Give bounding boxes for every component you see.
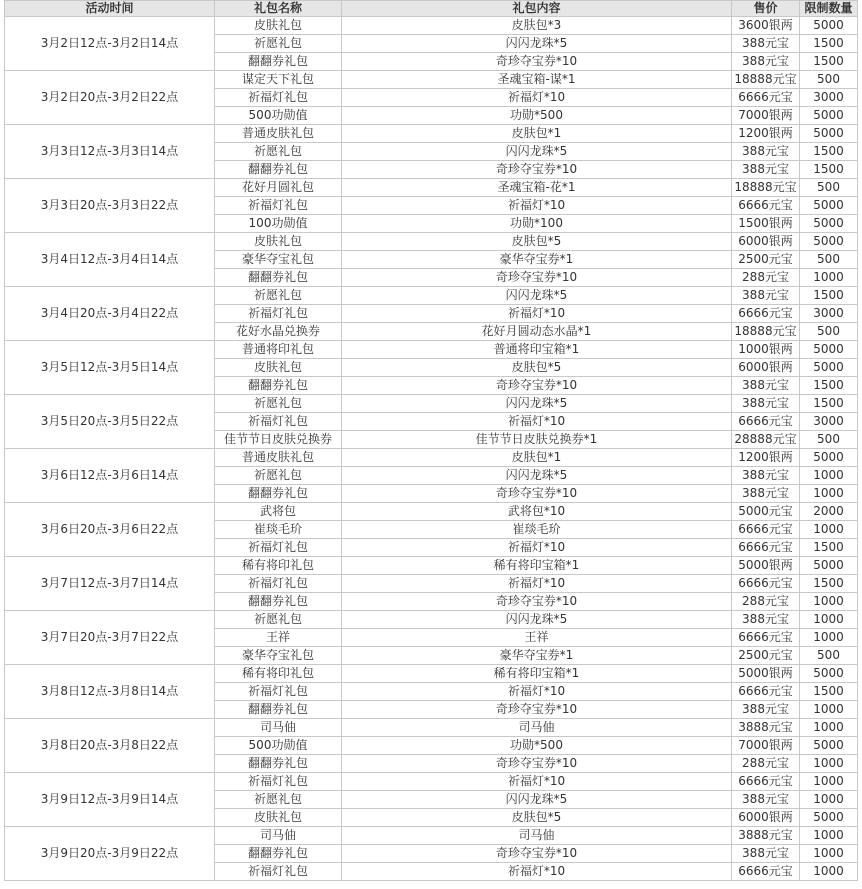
pack-price-cell: 2500元宝: [732, 647, 800, 665]
pack-limit-cell: 500: [800, 323, 858, 341]
pack-name-cell: 翻翻券礼包: [215, 593, 342, 611]
pack-content-cell: 祈福灯*10: [342, 773, 732, 791]
pack-content-cell: 奇珍夺宝券*10: [342, 377, 732, 395]
pack-limit-cell: 5000: [800, 233, 858, 251]
pack-limit-cell: 5000: [800, 215, 858, 233]
pack-name-cell: 100功勋值: [215, 215, 342, 233]
pack-content-cell: 祈福灯*10: [342, 575, 732, 593]
pack-content-cell: 祈福灯*10: [342, 305, 732, 323]
pack-content-cell: 功勋*100: [342, 215, 732, 233]
table-row: [5, 71, 858, 89]
event-time-cell: 3月4日20点-3月4日22点: [5, 287, 215, 341]
pack-limit-cell: 1000: [800, 773, 858, 791]
event-time-cell: 3月2日20点-3月2日22点: [5, 71, 215, 125]
pack-content-cell: 普通将印宝箱*1: [342, 341, 732, 359]
pack-limit-cell: 1000: [800, 701, 858, 719]
table-row: [5, 341, 858, 359]
pack-price-cell: 6666元宝: [732, 413, 800, 431]
pack-content-cell: 佳节节日皮肤兑换券*1: [342, 431, 732, 449]
pack-limit-cell: 5000: [800, 449, 858, 467]
pack-price-cell: 388元宝: [732, 467, 800, 485]
pack-name-cell: 祈福灯礼包: [215, 773, 342, 791]
pack-price-cell: 6666元宝: [732, 539, 800, 557]
pack-price-cell: 1200银两: [732, 125, 800, 143]
pack-name-cell: 祈愿礼包: [215, 791, 342, 809]
pack-name-cell: 翻翻券礼包: [215, 161, 342, 179]
pack-name-cell: 武将包: [215, 503, 342, 521]
pack-content-cell: 闪闪龙珠*5: [342, 791, 732, 809]
table-row: [5, 611, 858, 629]
pack-limit-cell: 1000: [800, 593, 858, 611]
pack-price-cell: 388元宝: [732, 53, 800, 71]
pack-price-cell: 288元宝: [732, 269, 800, 287]
pack-limit-cell: 1000: [800, 521, 858, 539]
pack-limit-cell: 1000: [800, 827, 858, 845]
pack-price-cell: 6000银两: [732, 359, 800, 377]
pack-content-cell: 皮肤包*5: [342, 359, 732, 377]
pack-content-cell: 闪闪龙珠*5: [342, 467, 732, 485]
pack-content-cell: 奇珍夺宝券*10: [342, 161, 732, 179]
event-time-cell: 3月9日12点-3月9日14点: [5, 773, 215, 827]
pack-limit-cell: 1500: [800, 53, 858, 71]
pack-limit-cell: 3000: [800, 305, 858, 323]
pack-name-cell: 佳节节日皮肤兑换券: [215, 431, 342, 449]
table-body: [5, 17, 858, 881]
pack-content-cell: 王祥: [342, 629, 732, 647]
pack-content-cell: 司马伷: [342, 827, 732, 845]
pack-name-cell: 祈愿礼包: [215, 143, 342, 161]
pack-name-cell: 翻翻券礼包: [215, 377, 342, 395]
pack-limit-cell: 1500: [800, 395, 858, 413]
pack-price-cell: 1000银两: [732, 341, 800, 359]
event-time-cell: 3月5日12点-3月5日14点: [5, 341, 215, 395]
table-row: [5, 827, 858, 845]
pack-price-cell: 6000银两: [732, 233, 800, 251]
pack-limit-cell: 5000: [800, 107, 858, 125]
pack-content-cell: 司马伷: [342, 719, 732, 737]
pack-limit-cell: 500: [800, 251, 858, 269]
pack-name-cell: 500功勋值: [215, 107, 342, 125]
pack-content-cell: 祈福灯*10: [342, 89, 732, 107]
pack-price-cell: 28888元宝: [732, 431, 800, 449]
pack-content-cell: 豪华夺宝券*1: [342, 251, 732, 269]
pack-content-cell: 稀有将印宝箱*1: [342, 665, 732, 683]
pack-name-cell: 500功勋值: [215, 737, 342, 755]
event-time-cell: 3月6日12点-3月6日14点: [5, 449, 215, 503]
pack-limit-cell: 5000: [800, 341, 858, 359]
pack-name-cell: 普通皮肤礼包: [215, 125, 342, 143]
pack-name-cell: 祈福灯礼包: [215, 575, 342, 593]
pack-limit-cell: 3000: [800, 89, 858, 107]
pack-price-cell: 388元宝: [732, 701, 800, 719]
pack-limit-cell: 1000: [800, 467, 858, 485]
event-time-cell: 3月3日20点-3月3日22点: [5, 179, 215, 233]
table-row: [5, 773, 858, 791]
pack-content-cell: 奇珍夺宝券*10: [342, 53, 732, 71]
pack-limit-cell: 1000: [800, 629, 858, 647]
pack-content-cell: 奇珍夺宝券*10: [342, 701, 732, 719]
pack-name-cell: 司马伷: [215, 827, 342, 845]
header-pack-name: 礼包名称: [215, 1, 342, 17]
pack-name-cell: 谋定天下礼包: [215, 71, 342, 89]
pack-limit-cell: 1000: [800, 269, 858, 287]
pack-price-cell: 388元宝: [732, 377, 800, 395]
pack-limit-cell: 5000: [800, 809, 858, 827]
pack-name-cell: 翻翻券礼包: [215, 845, 342, 863]
event-time-cell: 3月8日12点-3月8日14点: [5, 665, 215, 719]
pack-name-cell: 翻翻券礼包: [215, 53, 342, 71]
pack-limit-cell: 500: [800, 431, 858, 449]
pack-content-cell: 功勋*500: [342, 737, 732, 755]
table-row: [5, 719, 858, 737]
pack-name-cell: 翻翻券礼包: [215, 485, 342, 503]
pack-limit-cell: 1000: [800, 845, 858, 863]
pack-limit-cell: 5000: [800, 737, 858, 755]
pack-limit-cell: 1000: [800, 755, 858, 773]
pack-price-cell: 6666元宝: [732, 773, 800, 791]
pack-price-cell: 388元宝: [732, 35, 800, 53]
pack-name-cell: 翻翻券礼包: [215, 701, 342, 719]
pack-content-cell: 闪闪龙珠*5: [342, 287, 732, 305]
pack-price-cell: 3888元宝: [732, 719, 800, 737]
pack-content-cell: 皮肤包*5: [342, 809, 732, 827]
event-time-cell: 3月7日12点-3月7日14点: [5, 557, 215, 611]
event-time-cell: 3月7日20点-3月7日22点: [5, 611, 215, 665]
pack-price-cell: 388元宝: [732, 287, 800, 305]
pack-content-cell: 皮肤包*3: [342, 17, 732, 35]
pack-price-cell: 5000元宝: [732, 503, 800, 521]
pack-content-cell: 祈福灯*10: [342, 197, 732, 215]
pack-price-cell: 6666元宝: [732, 521, 800, 539]
table-row: [5, 557, 858, 575]
pack-limit-cell: 5000: [800, 17, 858, 35]
pack-name-cell: 祈福灯礼包: [215, 89, 342, 107]
pack-content-cell: 祈福灯*10: [342, 413, 732, 431]
pack-limit-cell: 1500: [800, 35, 858, 53]
pack-limit-cell: 5000: [800, 359, 858, 377]
pack-limit-cell: 500: [800, 71, 858, 89]
pack-limit-cell: 1000: [800, 719, 858, 737]
pack-name-cell: 花好水晶兑换券: [215, 323, 342, 341]
pack-content-cell: 奇珍夺宝券*10: [342, 485, 732, 503]
pack-price-cell: 388元宝: [732, 485, 800, 503]
pack-limit-cell: 1500: [800, 377, 858, 395]
table-header-row: [5, 1, 858, 17]
pack-name-cell: 稀有将印礼包: [215, 665, 342, 683]
pack-content-cell: 奇珍夺宝券*10: [342, 845, 732, 863]
pack-price-cell: 1200银两: [732, 449, 800, 467]
table-row: [5, 287, 858, 305]
pack-limit-cell: 1500: [800, 683, 858, 701]
pack-limit-cell: 2000: [800, 503, 858, 521]
pack-content-cell: 花好月圆动态水晶*1: [342, 323, 732, 341]
pack-price-cell: 6666元宝: [732, 575, 800, 593]
pack-name-cell: 翻翻券礼包: [215, 755, 342, 773]
table-row: [5, 503, 858, 521]
pack-price-cell: 6666元宝: [732, 683, 800, 701]
pack-limit-cell: 1000: [800, 485, 858, 503]
pack-limit-cell: 1000: [800, 791, 858, 809]
pack-content-cell: 崔琰毛玠: [342, 521, 732, 539]
pack-limit-cell: 5000: [800, 557, 858, 575]
pack-name-cell: 豪华夺宝礼包: [215, 647, 342, 665]
pack-price-cell: 2500元宝: [732, 251, 800, 269]
pack-content-cell: 皮肤包*1: [342, 449, 732, 467]
pack-name-cell: 王祥: [215, 629, 342, 647]
pack-name-cell: 稀有将印礼包: [215, 557, 342, 575]
pack-content-cell: 奇珍夺宝券*10: [342, 755, 732, 773]
pack-content-cell: 功勋*500: [342, 107, 732, 125]
pack-name-cell: 翻翻券礼包: [215, 269, 342, 287]
event-time-cell: 3月8日20点-3月8日22点: [5, 719, 215, 773]
header-price: 售价: [732, 1, 800, 17]
pack-price-cell: 288元宝: [732, 593, 800, 611]
pack-price-cell: 18888元宝: [732, 323, 800, 341]
pack-name-cell: 祈福灯礼包: [215, 197, 342, 215]
pack-name-cell: 祈愿礼包: [215, 35, 342, 53]
pack-price-cell: 388元宝: [732, 611, 800, 629]
pack-price-cell: 7000银两: [732, 737, 800, 755]
table-row: [5, 233, 858, 251]
pack-price-cell: 18888元宝: [732, 71, 800, 89]
pack-price-cell: 6666元宝: [732, 305, 800, 323]
pack-name-cell: 祈愿礼包: [215, 611, 342, 629]
pack-limit-cell: 1500: [800, 161, 858, 179]
header-pack-content: 礼包内容: [342, 1, 732, 17]
table-row: [5, 665, 858, 683]
pack-limit-cell: 5000: [800, 125, 858, 143]
pack-name-cell: 崔琰毛玠: [215, 521, 342, 539]
pack-content-cell: 闪闪龙珠*5: [342, 611, 732, 629]
pack-content-cell: 闪闪龙珠*5: [342, 395, 732, 413]
pack-name-cell: 皮肤礼包: [215, 233, 342, 251]
gift-pack-schedule-table: [4, 0, 858, 881]
pack-content-cell: 稀有将印宝箱*1: [342, 557, 732, 575]
pack-name-cell: 花好月圆礼包: [215, 179, 342, 197]
event-time-cell: 3月4日12点-3月4日14点: [5, 233, 215, 287]
pack-price-cell: 18888元宝: [732, 179, 800, 197]
pack-limit-cell: 1500: [800, 539, 858, 557]
pack-name-cell: 皮肤礼包: [215, 359, 342, 377]
event-time-cell: 3月3日12点-3月3日14点: [5, 125, 215, 179]
pack-content-cell: 祈福灯*10: [342, 863, 732, 881]
pack-price-cell: 388元宝: [732, 791, 800, 809]
pack-name-cell: 皮肤礼包: [215, 809, 342, 827]
pack-price-cell: 6666元宝: [732, 863, 800, 881]
header-limit: 限制数量: [800, 1, 858, 17]
pack-price-cell: 7000银两: [732, 107, 800, 125]
pack-name-cell: 普通将印礼包: [215, 341, 342, 359]
pack-content-cell: 奇珍夺宝券*10: [342, 593, 732, 611]
pack-name-cell: 祈愿礼包: [215, 395, 342, 413]
pack-limit-cell: 1000: [800, 611, 858, 629]
pack-limit-cell: 1500: [800, 143, 858, 161]
table-row: [5, 125, 858, 143]
pack-name-cell: 祈愿礼包: [215, 467, 342, 485]
pack-limit-cell: 3000: [800, 413, 858, 431]
pack-limit-cell: 500: [800, 647, 858, 665]
event-time-cell: 3月6日20点-3月6日22点: [5, 503, 215, 557]
pack-name-cell: 祈福灯礼包: [215, 539, 342, 557]
pack-price-cell: 388元宝: [732, 395, 800, 413]
table-row: [5, 449, 858, 467]
pack-content-cell: 闪闪龙珠*5: [342, 35, 732, 53]
pack-content-cell: 圣魂宝箱-谋*1: [342, 71, 732, 89]
pack-content-cell: 皮肤包*1: [342, 125, 732, 143]
pack-name-cell: 祈福灯礼包: [215, 863, 342, 881]
pack-content-cell: 闪闪龙珠*5: [342, 143, 732, 161]
pack-content-cell: 奇珍夺宝券*10: [342, 269, 732, 287]
table-row: [5, 395, 858, 413]
pack-price-cell: 6000银两: [732, 809, 800, 827]
table-row: [5, 17, 858, 35]
pack-price-cell: 3600银两: [732, 17, 800, 35]
pack-limit-cell: 1500: [800, 575, 858, 593]
pack-limit-cell: 5000: [800, 665, 858, 683]
pack-name-cell: 祈福灯礼包: [215, 413, 342, 431]
pack-price-cell: 5000银两: [732, 557, 800, 575]
pack-price-cell: 6666元宝: [732, 629, 800, 647]
header-event-time: 活动时间: [5, 1, 215, 17]
pack-price-cell: 6666元宝: [732, 197, 800, 215]
pack-price-cell: 3888元宝: [732, 827, 800, 845]
pack-name-cell: 普通皮肤礼包: [215, 449, 342, 467]
event-time-cell: 3月2日12点-3月2日14点: [5, 17, 215, 71]
pack-name-cell: 皮肤礼包: [215, 17, 342, 35]
pack-limit-cell: 1000: [800, 863, 858, 881]
pack-limit-cell: 500: [800, 179, 858, 197]
pack-content-cell: 皮肤包*5: [342, 233, 732, 251]
pack-content-cell: 武将包*10: [342, 503, 732, 521]
pack-limit-cell: 1500: [800, 287, 858, 305]
pack-name-cell: 司马伷: [215, 719, 342, 737]
pack-name-cell: 豪华夺宝礼包: [215, 251, 342, 269]
pack-limit-cell: 5000: [800, 197, 858, 215]
pack-content-cell: 豪华夺宝券*1: [342, 647, 732, 665]
pack-name-cell: 祈愿礼包: [215, 287, 342, 305]
pack-price-cell: 6666元宝: [732, 89, 800, 107]
event-time-cell: 3月9日20点-3月9日22点: [5, 827, 215, 881]
pack-price-cell: 388元宝: [732, 143, 800, 161]
pack-price-cell: 388元宝: [732, 845, 800, 863]
pack-content-cell: 祈福灯*10: [342, 539, 732, 557]
pack-price-cell: 5000银两: [732, 665, 800, 683]
event-time-cell: 3月5日20点-3月5日22点: [5, 395, 215, 449]
pack-price-cell: 388元宝: [732, 161, 800, 179]
pack-price-cell: 1500银两: [732, 215, 800, 233]
pack-name-cell: 祈福灯礼包: [215, 683, 342, 701]
table-row: [5, 179, 858, 197]
pack-content-cell: 圣魂宝箱-花*1: [342, 179, 732, 197]
pack-price-cell: 288元宝: [732, 755, 800, 773]
pack-name-cell: 祈福灯礼包: [215, 305, 342, 323]
pack-content-cell: 祈福灯*10: [342, 683, 732, 701]
